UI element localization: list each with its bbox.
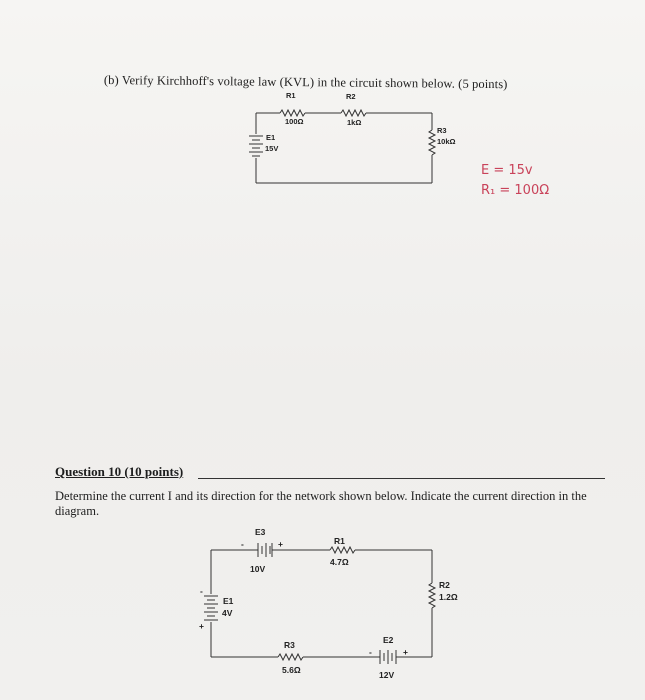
q10-e1-battery-symbol	[204, 596, 218, 620]
e2-battery-symbol	[380, 650, 396, 664]
q10-r1-resistor-symbol	[330, 547, 355, 553]
r1-resistor-symbol	[280, 110, 305, 116]
handwritten-r1-note: R₁ = 100Ω	[481, 183, 550, 198]
r3-resistor-symbol	[429, 130, 435, 155]
r1-value: 100Ω	[285, 117, 304, 126]
q10-r2-resistor-symbol	[429, 583, 435, 608]
part-b-heading: (b) Verify Kirchhoff's voltage law (KVL) in the circuit shown below. (5 points)	[103, 73, 508, 92]
q10-e3-label: E3	[255, 527, 266, 537]
q10-e2-label: E2	[383, 635, 394, 645]
q10-r1-label: R1	[334, 536, 345, 546]
question-10-body: Determine the current I and its direction for the network shown below. Indicate the current direction in the diagram.	[55, 489, 587, 518]
q10-r3-value: 5.6Ω	[282, 665, 301, 675]
q10-e1-plus: +	[199, 621, 204, 631]
e1-battery-symbol	[249, 136, 263, 156]
network-circuit-diagram	[211, 547, 435, 660]
q10-e2-plus: +	[403, 647, 408, 657]
q10-e3-plus: +	[278, 539, 283, 549]
q10-r2-value: 1.2Ω	[439, 592, 458, 602]
e3-battery-symbol	[258, 543, 272, 557]
q10-e3-minus: -	[241, 539, 244, 549]
r2-resistor-symbol	[341, 110, 366, 116]
question-divider	[198, 478, 605, 479]
r2-value: 1kΩ	[347, 118, 362, 127]
r1-label: R1	[286, 91, 296, 100]
handwritten-e-note: E = 15v	[481, 163, 533, 178]
q10-e3-value: 10V	[250, 564, 266, 574]
r3-value: 10kΩ	[437, 137, 456, 146]
e1-value: 15V	[265, 144, 279, 153]
q10-e2-minus: -	[369, 647, 372, 657]
r3-label: R3	[437, 126, 447, 135]
q10-r2-label: R2	[439, 580, 450, 590]
question-10-title: Question 10 (10 points)	[55, 464, 184, 479]
r2-label: R2	[346, 92, 356, 101]
q10-e1-minus: -	[200, 586, 203, 596]
q10-r3-resistor-symbol	[278, 654, 303, 660]
q10-r3-label: R3	[284, 640, 295, 650]
q10-r1-value: 4.7Ω	[330, 557, 349, 567]
q10-e2-value: 12V	[379, 670, 395, 680]
q10-e1-label: E1	[223, 596, 234, 606]
q10-e1-value: 4V	[222, 608, 233, 618]
e1-label: E1	[266, 133, 276, 142]
